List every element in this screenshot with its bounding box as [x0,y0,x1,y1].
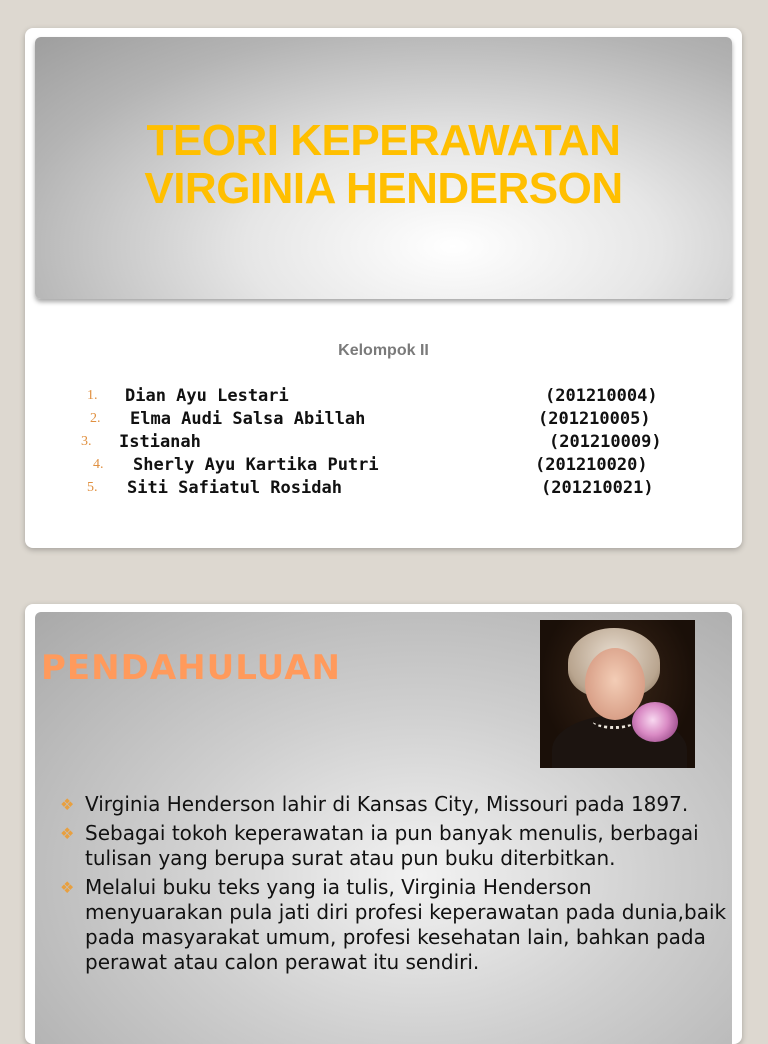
title-slide [25,28,742,548]
list-item [60,875,730,975]
photo-necklace [592,712,636,729]
bullet-text: Virginia Henderson lahir di Kansas City, Missouri pada 1897. [85,792,689,816]
bullet-list [60,792,730,979]
bullet-text: Sebagai tokoh keperawatan ia pun banyak menulis, berbagai tulisan yang berupa surat atau pun buku diterbitkan. [85,821,699,870]
member-row [25,386,742,408]
content-panel [35,612,732,1044]
member-row [25,432,742,454]
member-number: 5. [87,480,98,495]
bullet-text: Melalui buku teks yang ia tulis, Virginia Henderson menyuarakan pula jati diri profesi keperawatan pada dunia,baik pada masyarakat umum, profesi kesehatan lain, bahkan pada perawat atau calon perawat itu sendiri. [85,875,727,974]
member-number: 3. [81,434,92,449]
member-row [25,409,742,431]
member-name: Istianah [119,432,201,452]
photo-corsage [632,702,678,742]
slide-title [35,117,732,213]
member-number: 2. [90,411,101,426]
member-nim: (201210020) [535,455,648,475]
group-label: Kelompok II [338,342,429,359]
diamond-bullet-icon: ❖ [60,878,75,897]
member-number: 4. [93,457,104,472]
member-name: Sherly Ayu Kartika Putri [133,455,379,475]
content-slide [25,604,742,1044]
member-nim: (201210021) [541,478,654,498]
title-line-2: VIRGINIA HENDERSON [144,164,623,213]
member-row [25,455,742,477]
diamond-bullet-icon: ❖ [60,795,75,814]
member-name: Dian Ayu Lestari [125,386,289,406]
title-panel [35,37,732,299]
portrait-photo [540,620,695,768]
title-line-1: TEORI KEPERAWATAN [146,116,621,165]
member-nim: (201210004) [545,386,658,406]
member-number: 1. [87,388,98,403]
list-item [60,821,730,871]
member-name: Siti Safiatul Rosidah [127,478,342,498]
member-name: Elma Audi Salsa Abillah [130,409,366,429]
section-title: PENDAHULUAN [41,648,341,688]
diamond-bullet-icon: ❖ [60,824,75,843]
member-nim: (201210005) [538,409,651,429]
member-row [25,478,742,500]
member-nim: (201210009) [549,432,662,452]
list-item [60,792,730,817]
